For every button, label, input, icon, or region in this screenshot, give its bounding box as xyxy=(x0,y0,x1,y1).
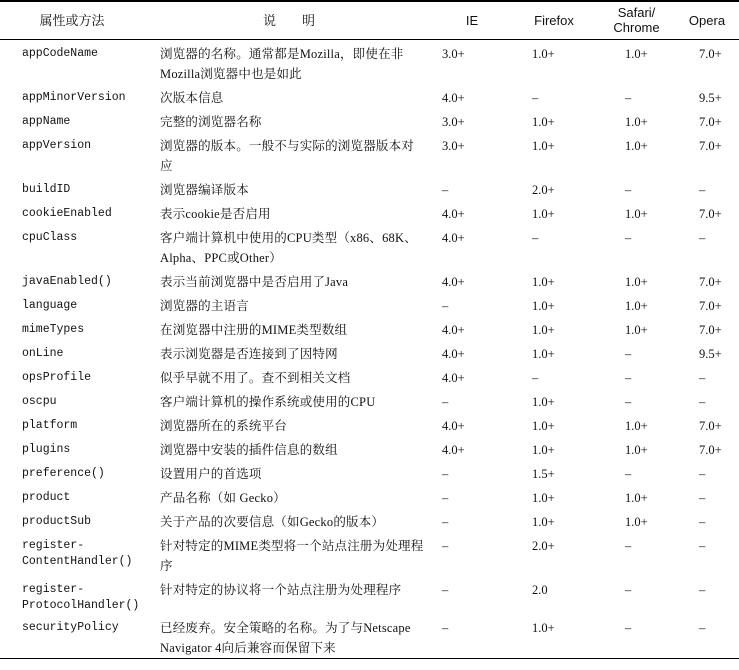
property-name-cell: language xyxy=(22,298,78,312)
property-name-cell: cookieEnabled xyxy=(22,206,112,220)
firefox-support-cell: 2.0 xyxy=(532,582,548,597)
firefox-support-cell: 1.0+ xyxy=(532,346,555,361)
safari-chrome-support-cell: – xyxy=(625,230,632,245)
safari-chrome-support-cell: – xyxy=(625,90,632,105)
ie-support-cell: 4.0+ xyxy=(442,274,465,289)
ie-support-cell: 3.0+ xyxy=(442,46,465,61)
ie-support-cell: 4.0+ xyxy=(442,230,465,245)
table-row xyxy=(0,614,739,659)
header-ie: IE xyxy=(465,12,479,28)
firefox-support-cell: 1.0+ xyxy=(532,322,555,337)
opera-support-cell: – xyxy=(699,514,706,529)
table-row xyxy=(0,200,739,224)
ie-support-cell: – xyxy=(442,394,449,409)
table-row xyxy=(0,39,739,84)
description-cell: 浏览器中安装的插件信息的数组 xyxy=(160,442,338,457)
header-property: 属性或方法 xyxy=(39,12,105,28)
opera-support-cell: – xyxy=(699,394,706,409)
header-opera: Opera xyxy=(688,12,726,28)
ie-support-cell: – xyxy=(442,620,449,635)
table-row xyxy=(0,576,739,614)
description-cell: 表示cookie是否启用 xyxy=(160,206,271,221)
opera-support-cell: 7.0+ xyxy=(699,418,722,433)
property-name-cell: appMinorVersion xyxy=(22,90,126,104)
opera-support-cell: 7.0+ xyxy=(699,442,722,457)
ie-support-cell: 3.0+ xyxy=(442,138,465,153)
table-row xyxy=(0,508,739,532)
safari-chrome-support-cell: 1.0+ xyxy=(625,274,648,289)
firefox-support-cell: 1.0+ xyxy=(532,394,555,409)
safari-chrome-support-cell: – xyxy=(625,182,632,197)
opera-support-cell: 9.5+ xyxy=(699,346,722,361)
firefox-support-cell: 1.0+ xyxy=(532,490,555,505)
ie-support-cell: – xyxy=(442,466,449,481)
safari-chrome-support-cell: 1.0+ xyxy=(625,442,648,457)
table-row xyxy=(0,484,739,508)
table-row xyxy=(0,388,739,412)
description-cell: 在浏览器中注册的MIME类型数组 xyxy=(160,322,348,337)
safari-chrome-support-cell: – xyxy=(625,582,632,597)
header-safari-chrome: Safari/ Chrome xyxy=(613,5,660,36)
description-cell: 产品名称（如 Gecko） xyxy=(160,490,286,505)
description-cell: 浏览器编译版本 xyxy=(160,182,249,197)
table-row xyxy=(0,292,739,316)
property-name-cell: oscpu xyxy=(22,394,57,408)
property-name-cell: appVersion xyxy=(22,138,92,152)
description-cell: 浏览器的名称。通常都是Mozilla，即使在非Mozilla浏览器中也是如此 xyxy=(160,46,404,81)
firefox-support-cell: 1.0+ xyxy=(532,298,555,313)
property-name-cell: appName xyxy=(22,114,71,128)
ie-support-cell: – xyxy=(442,582,449,597)
opera-support-cell: – xyxy=(699,620,706,635)
safari-chrome-support-cell: 1.0+ xyxy=(625,114,648,129)
property-name-cell: preference() xyxy=(22,466,105,480)
description-cell: 浏览器所在的系统平台 xyxy=(160,418,288,433)
ie-support-cell: – xyxy=(442,514,449,529)
opera-support-cell: – xyxy=(699,230,706,245)
safari-chrome-support-cell: 1.0+ xyxy=(625,46,648,61)
table-row xyxy=(0,412,739,436)
table-row xyxy=(0,108,739,132)
table-header-row xyxy=(0,1,739,39)
firefox-support-cell: 1.0+ xyxy=(532,114,555,129)
property-name-cell: productSub xyxy=(22,514,92,528)
description-cell: 表示浏览器是否连接到了因特网 xyxy=(160,346,338,361)
opera-support-cell: 7.0+ xyxy=(699,138,722,153)
safari-chrome-support-cell: 1.0+ xyxy=(625,298,648,313)
table-row xyxy=(0,316,739,340)
firefox-support-cell: 1.0+ xyxy=(532,206,555,221)
ie-support-cell: 4.0+ xyxy=(442,322,465,337)
ie-support-cell: 3.0+ xyxy=(442,114,465,129)
property-name-cell: appCodeName xyxy=(22,46,98,60)
table-row xyxy=(0,132,739,176)
safari-chrome-support-cell: – xyxy=(625,538,632,553)
property-name-cell: product xyxy=(22,490,71,504)
firefox-support-cell: 1.0+ xyxy=(532,514,555,529)
description-cell: 设置用户的首选项 xyxy=(160,466,262,481)
safari-chrome-support-cell: – xyxy=(625,370,632,385)
property-name-cell: javaEnabled() xyxy=(22,274,112,288)
table-row xyxy=(0,532,739,576)
table-row xyxy=(0,340,739,364)
ie-support-cell: 4.0+ xyxy=(442,90,465,105)
property-name-cell: platform xyxy=(22,418,78,432)
ie-support-cell: 4.0+ xyxy=(442,442,465,457)
safari-chrome-support-cell: – xyxy=(625,466,632,481)
safari-chrome-support-cell: 1.0+ xyxy=(625,418,648,433)
opera-support-cell: – xyxy=(699,538,706,553)
firefox-support-cell: 2.0+ xyxy=(532,182,555,197)
opera-support-cell: – xyxy=(699,490,706,505)
opera-support-cell: 7.0+ xyxy=(699,322,722,337)
opera-support-cell: 7.0+ xyxy=(699,206,722,221)
safari-chrome-support-cell: 1.0+ xyxy=(625,206,648,221)
table-row xyxy=(0,84,739,108)
table-row xyxy=(0,176,739,200)
description-cell: 浏览器的主语言 xyxy=(160,298,249,313)
table-row xyxy=(0,364,739,388)
safari-chrome-support-cell: 1.0+ xyxy=(625,322,648,337)
safari-chrome-support-cell: – xyxy=(625,394,632,409)
header-description: 说 明 xyxy=(262,12,315,28)
firefox-support-cell: 2.0+ xyxy=(532,538,555,553)
property-name-cell: buildID xyxy=(22,182,71,196)
opera-support-cell: – xyxy=(699,182,706,197)
firefox-support-cell: 1.0+ xyxy=(532,46,555,61)
opera-support-cell: 9.5+ xyxy=(699,90,722,105)
opera-support-cell: 7.0+ xyxy=(699,114,722,129)
firefox-support-cell: 1.0+ xyxy=(532,620,555,635)
opera-support-cell: – xyxy=(699,582,706,597)
safari-chrome-support-cell: – xyxy=(625,620,632,635)
firefox-support-cell: – xyxy=(532,90,539,105)
safari-chrome-support-cell: – xyxy=(625,346,632,361)
table-body xyxy=(0,39,739,658)
property-name-cell: register- ContentHandler() xyxy=(22,538,133,568)
firefox-support-cell: – xyxy=(532,370,539,385)
description-cell: 客户端计算机中使用的CPU类型（x86、68K、Alpha、PPC或Other） xyxy=(160,230,417,265)
ie-support-cell: 4.0+ xyxy=(442,418,465,433)
property-name-cell: securityPolicy xyxy=(22,620,119,634)
firefox-support-cell: 1.0+ xyxy=(532,138,555,153)
safari-chrome-support-cell: 1.0+ xyxy=(625,138,648,153)
firefox-support-cell: 1.0+ xyxy=(532,442,555,457)
property-name-cell: mimeTypes xyxy=(22,322,85,336)
firefox-support-cell: 1.0+ xyxy=(532,418,555,433)
table-row xyxy=(0,460,739,484)
description-cell: 表示当前浏览器中是否启用了Java xyxy=(160,274,349,289)
table-row xyxy=(0,436,739,460)
firefox-support-cell: – xyxy=(532,230,539,245)
header-firefox: Firefox xyxy=(534,12,574,28)
firefox-support-cell: 1.5+ xyxy=(532,466,555,481)
firefox-support-cell: 1.0+ xyxy=(532,274,555,289)
description-cell: 已经废弃。安全策略的名称。为了与Netscape Navigator 4向后兼容而保留下来 xyxy=(160,620,411,655)
description-cell: 完整的浏览器名称 xyxy=(160,114,262,129)
description-cell: 关于产品的次要信息（如Gecko的版本） xyxy=(160,514,385,529)
ie-support-cell: – xyxy=(442,298,449,313)
ie-support-cell: – xyxy=(442,538,449,553)
description-cell: 针对特定的MIME类型将一个站点注册为处理程序 xyxy=(160,538,424,573)
property-name-cell: onLine xyxy=(22,346,64,360)
property-name-cell: opsProfile xyxy=(22,370,92,384)
safari-chrome-support-cell: 1.0+ xyxy=(625,490,648,505)
opera-support-cell: – xyxy=(699,370,706,385)
description-cell: 次版本信息 xyxy=(160,90,224,105)
opera-support-cell: 7.0+ xyxy=(699,46,722,61)
description-cell: 客户端计算机的操作系统或使用的CPU xyxy=(160,394,376,409)
opera-support-cell: – xyxy=(699,466,706,481)
ie-support-cell: 4.0+ xyxy=(442,206,465,221)
ie-support-cell: – xyxy=(442,182,449,197)
ie-support-cell: 4.0+ xyxy=(442,370,465,385)
description-cell: 针对特定的协议将一个站点注册为处理程序 xyxy=(160,582,402,597)
description-cell: 浏览器的版本。一般不与实际的浏览器版本对应 xyxy=(160,138,415,173)
property-name-cell: register- ProtocolHandler() xyxy=(22,582,140,612)
opera-support-cell: 7.0+ xyxy=(699,274,722,289)
ie-support-cell: 4.0+ xyxy=(442,346,465,361)
table-row xyxy=(0,268,739,292)
safari-chrome-support-cell: 1.0+ xyxy=(625,514,648,529)
property-name-cell: cpuClass xyxy=(22,230,78,244)
property-name-cell: plugins xyxy=(22,442,71,456)
table-row xyxy=(0,224,739,268)
description-cell: 似乎早就不用了。查不到相关文档 xyxy=(160,370,351,385)
opera-support-cell: 7.0+ xyxy=(699,298,722,313)
ie-support-cell: – xyxy=(442,490,449,505)
